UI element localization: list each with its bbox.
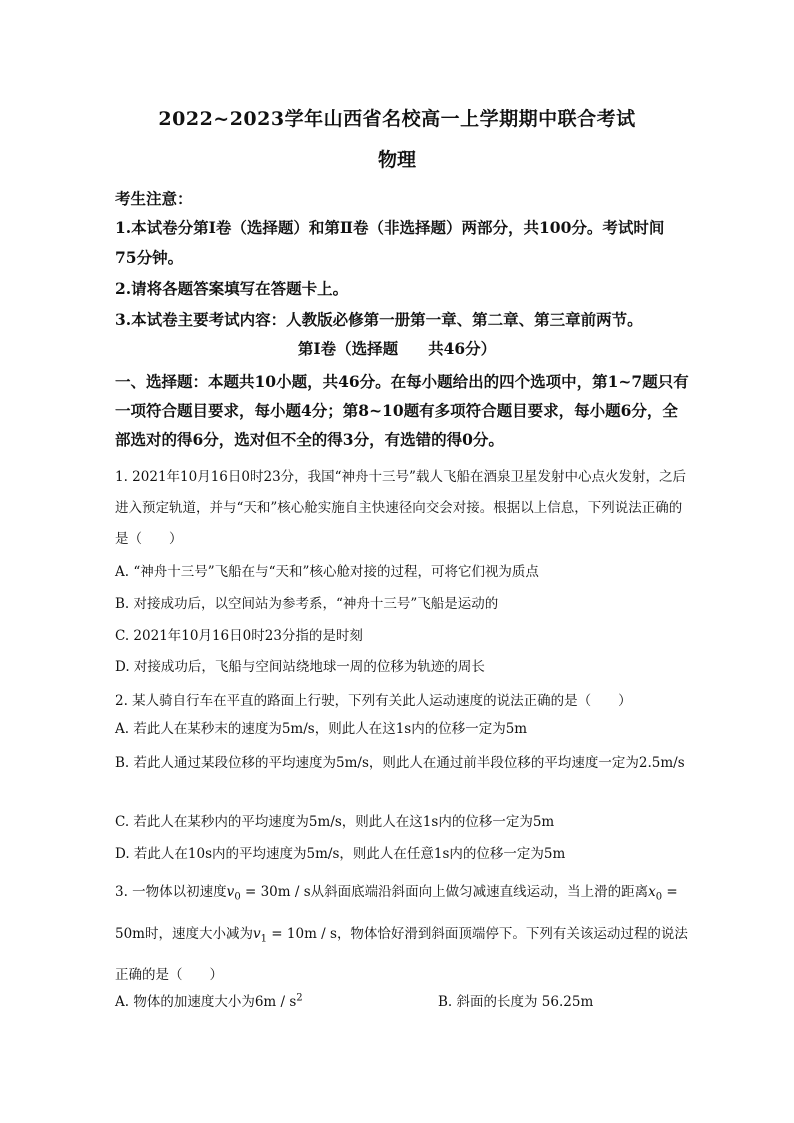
- question-3-stem: [115, 874, 690, 993]
- q3-x0-subscript: 0: [655, 891, 663, 903]
- question-1-option-c: C. 2021年10月16日0时23分指的是时刻: [115, 628, 363, 644]
- question-1-option-b: B. 对接成功后，以空间站为参考系，“神舟十三号”飞船是运动的: [115, 596, 499, 612]
- q3-text-1: 3. 一物体以初速度: [115, 884, 227, 900]
- part-1-title: [0, 337, 794, 359]
- q3-text-4: ，物体恰好滑到斜面顶端停下。下列有关该运动过程的说法正确的是（ ）: [115, 925, 688, 984]
- question-2-option-d: D. 若此人在10s内的平均速度为5m/s，则此人在任意1s内的位移一定为5m: [115, 846, 566, 862]
- part-1-title-a: 第Ⅰ卷（选择题: [297, 339, 399, 358]
- q3-x0-value: = 50m: [115, 884, 678, 942]
- q3-v0-subscript: 0: [234, 891, 241, 903]
- q3-text-2: 从斜面底端沿斜面向上做匀减速直线运动，当上滑的距离: [310, 884, 649, 900]
- q3-v0-value: = 30m / s: [240, 884, 311, 900]
- question-3-option-b: B. 斜面的长度为 56.25m: [438, 994, 594, 1010]
- notice-heading: 考生注意：: [115, 189, 193, 208]
- question-1-option-a: A. “神舟十三号”飞船在与“天和”核心舱对接的过程，可将它们视为质点: [115, 564, 539, 580]
- notice-item-1: 1.本试卷分第Ⅰ卷（选择题）和第Ⅱ卷（非选择题）两部分，共100分。考试时间75分钟。: [115, 218, 665, 267]
- question-2-option-b: B. 若此人通过某段位移的平均速度为5m/s，则此人在通过前半段位移的平均速度一定为2.5m/s: [115, 755, 685, 771]
- question-1-stem: 1. 2021年10月16日0时23分，我国“神舟十三号”载人飞船在酒泉卫星发射中心点火发射，之后进入预定轨道，并与“天和”核心舱实施自主快速径向交会对接。根据以上信息，下列说法正确的是（ ）: [115, 469, 686, 547]
- part-1-title-b: 共46分）: [428, 339, 497, 358]
- question-3-option-a: [115, 990, 303, 1010]
- question-2-stem: 2. 某人骑自行车在平直的路面上行驶，下列有关此人运动速度的说法正确的是（ ）: [115, 693, 632, 709]
- q3-x0-symbol: x: [648, 884, 656, 900]
- section-1-instructions: 一、选择题：本题共10小题，共46分。在每小题给出的四个选项中，第1~7题只有一项符合题目要求，每小题4分；第8~10题有多项符合题目要求，每小题6分，全部选对的得6分，选对但不全的得3分，有选错的得0分。: [115, 372, 689, 449]
- question-2-option-c: C. 若此人在某秒内的平均速度为5m/s，则此人在这1s内的位移一定为5m: [115, 814, 555, 830]
- question-1-option-d: D. 对接成功后，飞船与空间站绕地球一周的位移为轨迹的周长: [115, 659, 485, 675]
- q3-v1-value: = 10m / s: [267, 925, 337, 942]
- q3-v1-symbol: v: [252, 925, 261, 942]
- q3-text-3: 时，速度大小减为: [144, 925, 253, 942]
- q3-option-a-superscript: 2: [296, 992, 303, 1004]
- q3-option-a-text: A. 物体的加速度大小为6m / s: [115, 994, 297, 1010]
- q3-v0-symbol: v: [226, 884, 235, 900]
- q3-v1-subscript: 1: [260, 933, 267, 945]
- notice-item-3: 3.本试卷主要考试内容：人教版必修第一册第一章、第二章、第三章前两节。: [115, 310, 643, 329]
- exam-title: 2022~2023学年山西省名校高一上学期期中联合考试: [158, 108, 636, 130]
- notice-item-2: 2.请将各题答案填写在答题卡上。: [115, 279, 349, 298]
- question-2-option-a: A. 若此人在某秒末的速度为5m/s，则此人在这1s内的位移一定为5m: [115, 721, 528, 737]
- exam-subject: 物理: [377, 149, 416, 171]
